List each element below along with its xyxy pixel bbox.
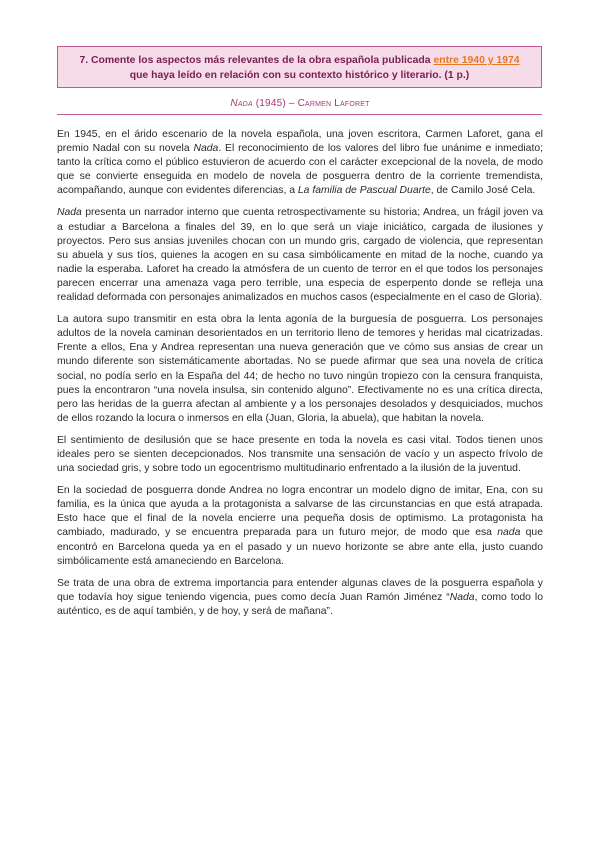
paragraph-6 bbox=[57, 577, 543, 619]
heading-divider bbox=[57, 114, 542, 115]
p1-italic-title: La familia de Pascual Duarte bbox=[297, 185, 431, 197]
question-box bbox=[57, 46, 542, 88]
p6-italic-nada: Nada bbox=[449, 591, 475, 603]
p1-text-e: , de Camilo José Cela. bbox=[430, 185, 536, 197]
work-title: Nada bbox=[230, 98, 253, 109]
p1-text-a: En 1945, en el árido escenario de la novela española, una joven escritora, Carmen Laforet, gana el premio Nadal con su novela bbox=[57, 129, 543, 155]
question-text-prefix: 7. Comente los aspectos más relevantes de la obra española publicada bbox=[79, 55, 434, 66]
work-year: (1945) bbox=[255, 98, 286, 109]
paragraph-4: El sentimiento de desilusión que se hace presente en toda la novela es casi vital. Todos tienen unos ideales pero se sienten decepcionados. Nos transmite una sensación de vacío y un aspecto frívolo de una sociedad gris, y sobre todo un egocentrismo multitudinario enfrentado a la ilusión de la juventud. bbox=[57, 434, 543, 475]
essay-body bbox=[57, 128, 543, 627]
paragraph-5 bbox=[57, 484, 543, 569]
p5-italic-nada: nada bbox=[497, 527, 521, 539]
p1-text-c: . El reconocimiento de los valores del libro fue unánime e inmediato; tanto la crítica como el público estuvieron de acuerdo con el carácter excepcional de la novela, de modo que se convierte enseguida en modelo de novela de posguerra dentro de la corriente tremendista, acompañando, aunque con evidentes diferencias, a bbox=[57, 143, 543, 197]
question-date-range-highlight: entre 1940 y 1974 bbox=[433, 55, 520, 66]
p2-text-b: presenta un narrador interno que cuenta retrospectivamente su historia; Andrea, un frágil joven va a estudiar a Barcelona a finales del 39, en lo que será un viaje iniciático, cargada de ilusiones y proyectos. Pero sus ansias juveniles chocan con un mundo gris, cargado de violencia, que representan su abuela y sus tíos, quienes la acogen en su casa simbólicamente en mitad de la noche, cuando ya nadie la esperaba. Laforet ha creado la atmósfera de un cuento de terror en el que todos los personajes parecen encerrar una amenaza vaga pero terrible, una especia de esperpento donde se refleja una realidad deformada con personajes animalizados en muchos casos (especialmente en el caso de Gloria). bbox=[57, 207, 543, 304]
p2-italic-nada: Nada bbox=[57, 207, 82, 219]
p5-text-c: que encontró en Barcelona queda ya en el pasado y un nuevo horizonte se abre ante ella, justo cuando simbólicamente está amaneciendo en Barcelona. bbox=[57, 527, 543, 567]
p6-text-a: Se trata de una obra de extrema importancia para entender algunas claves de la posguerra española y que todavía hoy sigue teniendo vigencia, pues como decía Juan Ramón Jiménez “ bbox=[57, 577, 543, 603]
question-line-1 bbox=[58, 53, 541, 68]
paragraph-1 bbox=[57, 128, 543, 198]
p5-text-a: En la sociedad de posguerra donde Andrea no logra encontrar un modelo digno de imitar, Ena, con su familia, es la única que ayuda a la protagonista a salvarse de las circunstancias en que está atrapada. Esto hace que el final de la novela encierre una pequeña dosis de optimismo. La protagonista ha cambiado, madurado, y se encuentra preparada para un futuro mejor, de modo que esa bbox=[57, 485, 543, 539]
work-separator: – bbox=[285, 98, 298, 109]
p6-text-c: , como todo lo auténtico, es de aquí también, y de hoy, y será de mañana”. bbox=[57, 591, 543, 617]
work-heading bbox=[0, 98, 600, 109]
question-line-2: que haya leído en relación con su contexto histórico y literario. (1 p.) bbox=[129, 70, 470, 81]
paragraph-3: La autora supo transmitir en esta obra la lenta agonía de la burguesía de posguerra. Los personajes adultos de la novela caminan desorientados en un territorio lleno de temores y heridas mal cicatrizadas. Frente a ellos, Ena y Andrea representan una nueva generación que ve cómo sus ansias de crear un mundo diferente son sistemáticamente abortadas. No se puede afirmar que sea una novela de crítica social, no podía serlo en la España del 44; de hecho no tuvo ningún tropiezo con la censura franquista, pues la encontraron “una novela insulsa, sin contenido alguno”. Efectivamente no es una crítica directa, pero las heridas de la guerra afectan al ambiente y a los personajes desolados y desquiciados, muchos de ellos rozando la locura o inmersos en ella (Juan, Gloria, la abuela), que habitan la novela. bbox=[57, 314, 543, 424]
work-author: Carmen Laforet bbox=[297, 98, 370, 109]
paragraph-2 bbox=[57, 206, 543, 305]
p1-italic-nada: Nada bbox=[193, 143, 219, 155]
